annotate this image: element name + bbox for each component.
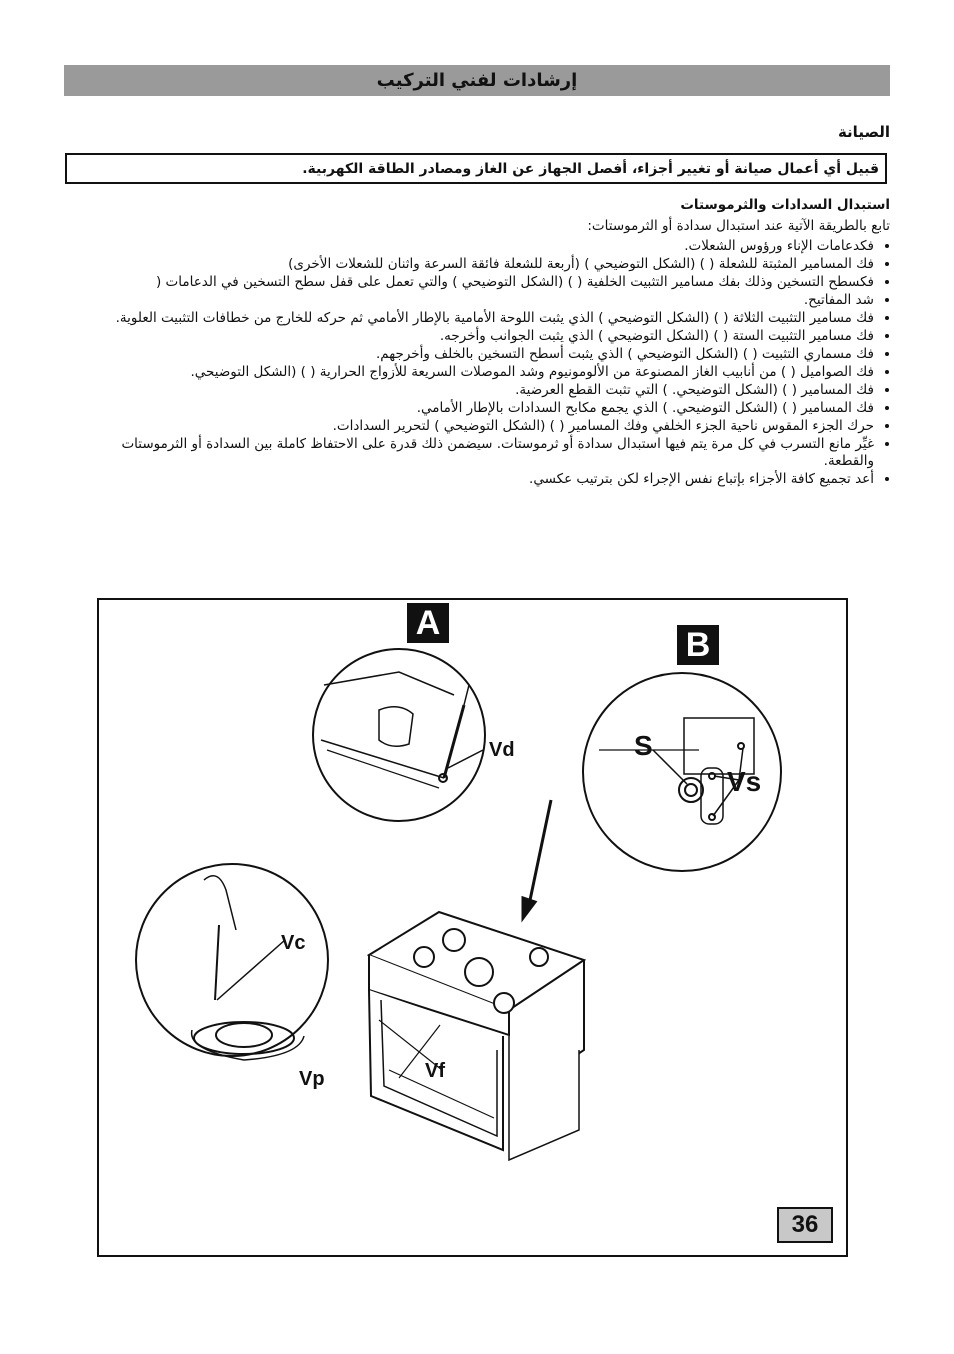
page-header <box>64 65 890 96</box>
step-item: • فك مسامير التثبيت الثلاثة ( ) (الشكل التوضيحي ) الذي يثبت اللوحة الأمامية بالإطار الأمامي ثم حركه للخارج من خطافات التثبيت العلوية. <box>74 310 874 327</box>
page-number: 36 <box>777 1207 833 1243</box>
step-item: • فك مسامير التثبيت الستة ( ) (الشكل التوضيحي ) الذي يثبت الجوانب وأخرجه. <box>74 328 874 345</box>
step-item: • فك المسامير المثبتة للشعلة ( ) (الشكل التوضيحي ) (أربعة للشعلة فائقة السرعة واثنان للشعلات الأخرى) <box>74 256 874 273</box>
procedure-intro: تابع بالطريقة الآتية عند استبدال سدادة أو الثرموستات: <box>587 218 890 234</box>
cooker-body <box>369 912 584 1160</box>
detail-circle-c <box>136 864 328 1060</box>
label-vp: Vp <box>299 1068 325 1090</box>
step-item: • فك المسامير ( ) (الشكل التوضيحي. ) الذي يجمع مكابح السدادات بالإطار الأمامي. <box>74 400 874 417</box>
warning-text: قبيل أي أعمال صيانة أو تغيير أجزاء، أفصل الجهاز عن الغاز ومصادر الطاقة الكهربية. <box>302 160 879 177</box>
step-item: • فك المسامير ( ) (الشكل التوضيحي. ) التي تثبت القطع العرضية. <box>74 382 874 399</box>
figure-a-badge: A <box>407 603 449 643</box>
cooker-illustration <box>99 600 846 1255</box>
step-item: • شد المفاتيح. <box>74 292 874 309</box>
step-item: • أعد تجميع كافة الأجزاء بإتباع نفس الإجراء لكن بترتيب عكسي. <box>74 471 874 488</box>
step-item: • حرك الجزء المقوس ناحية الجزء الخلفي وفك المسامير ( ) (الشكل التوضيحي ) لتحرير السدادات. <box>74 418 874 435</box>
section-title: الصيانة <box>837 123 890 141</box>
step-item: • فكسطح التسخين وذلك بفك مسامير التثبيت الخلفية ( ) (الشكل التوضيحي ) والتي تعمل على قفل سطح التسخين في الدعامات ( <box>74 274 874 291</box>
label-vd: Vd <box>489 739 515 761</box>
illustration-frame <box>97 598 848 1257</box>
warning-box <box>65 153 887 184</box>
procedure-steps <box>74 238 890 489</box>
step-item: • فك مسماري التثبيت ( ) (الشكل التوضيحي ) الذي يثبت أسطح التسخين بالخلف وأخرجهم. <box>74 346 874 363</box>
label-s: S <box>634 730 653 761</box>
direction-arrow <box>523 800 551 918</box>
figure-b-badge: B <box>677 625 719 665</box>
label-vf: Vf <box>425 1060 445 1082</box>
step-item: • فكدعامات الإناء ورؤوس الشعلات. <box>74 238 874 255</box>
page-header-title: إرشادات لفني التركيب <box>376 70 578 91</box>
detail-circle-a <box>313 649 485 821</box>
label-vc: Vc <box>281 932 306 954</box>
step-item: • فك الصواميل ( ) من أنابيب الغاز المصنوعة من الألومونيوم وشد الموصلات السريعة للأزواج الحرارية ( ) (الشكل التوضيحي. <box>74 364 874 381</box>
procedure-title: استبدال السدادات والثرموستات <box>680 197 890 213</box>
step-item: • غيِّر مانع التسرب في كل مرة يتم فيها استبدال سدادة أو ثرموستات. سيضمن ذلك قدرة على الاحتفاظ كاملة بين السدادة أو الثرموستات والقطعة. <box>74 436 874 470</box>
label-vs: Vs <box>727 766 762 797</box>
